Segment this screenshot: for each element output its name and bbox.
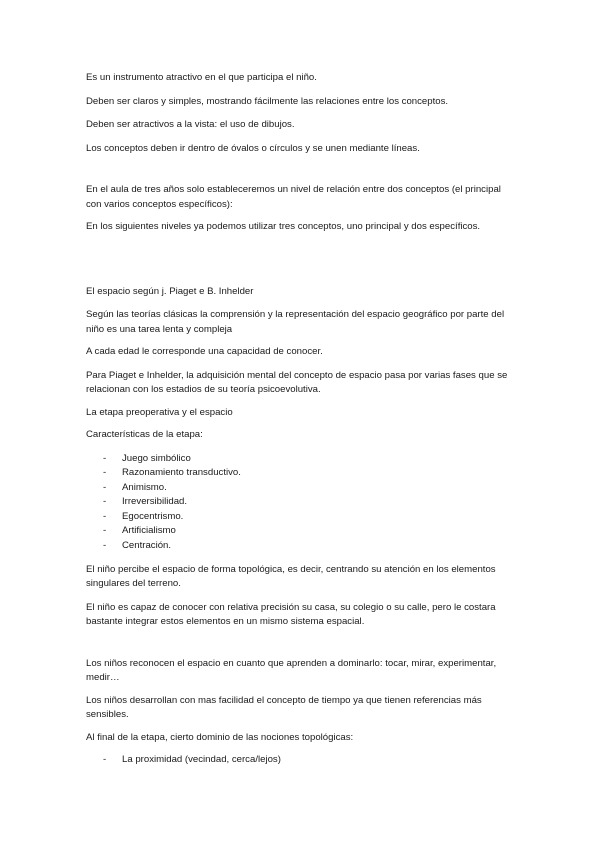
dash-bullet: - <box>103 525 107 537</box>
paragraph: Los conceptos deben ir dentro de óvalos o círculos y se unen mediante líneas. <box>86 142 420 154</box>
paragraph: En los siguientes niveles ya podemos utilizar tres conceptos, uno principal y dos específicos. <box>86 221 481 232</box>
dash-bullet: - <box>103 754 107 766</box>
paragraph: En el aula de tres años solo estableceremos un nivel de relación entre dos conceptos (el principal con varios conceptos específicos): <box>86 184 501 210</box>
dash-bullet: - <box>103 452 107 464</box>
paragraph: Características de la etapa: <box>86 429 203 440</box>
paragraph: Deben ser claros y simples, mostrando fácilmente las relaciones entre los conceptos. <box>86 95 449 107</box>
dash-bullet: - <box>103 510 107 522</box>
list-item: - Irreversibilidad. <box>86 495 516 510</box>
paragraph: Al final de la etapa, cierto dominio de las nociones topológicas: <box>86 731 354 743</box>
list-item: - Artificialismo <box>86 524 516 539</box>
list-item: - Centración. <box>86 539 516 554</box>
paragraph: Para Piaget e Inhelder, la adquisición mental del concepto de espacio pasa por varias fases que se relacionan con los estadios de su teoría psicoevolutiva. <box>86 369 508 395</box>
paragraph: Deben ser atractivos a la vista: el uso de dibujos. <box>86 119 295 130</box>
dash-bullet: - <box>103 540 107 552</box>
list-item: - La proximidad (vecindad, cerca/lejos) <box>86 753 516 768</box>
list-item: - Animismo. <box>86 481 516 496</box>
list-item: - Egocentrismo. <box>86 510 516 525</box>
paragraph: Los niños reconocen el espacio en cuanto que aprenden a dominarlo: tocar, mirar, experimentar, medir… <box>86 657 497 684</box>
dash-bullet: - <box>103 496 107 508</box>
document-body <box>86 71 516 768</box>
list-item: - Razonamiento transductivo. <box>86 466 516 481</box>
paragraph: Según las teorías clásicas la comprensión y la representación del espacio geográfico por parte del niño es una tarea lenta y compleja <box>86 309 505 335</box>
paragraph: A cada edad le corresponde una capacidad de conocer. <box>86 346 323 357</box>
dash-bullet: - <box>103 481 107 493</box>
dash-bullet: - <box>103 467 107 479</box>
paragraph: El niño percibe el espacio de forma topológica, es decir, centrando su atención en los elementos singulares del terreno. <box>86 563 496 590</box>
subheading: La etapa preoperativa y el espacio <box>86 406 233 418</box>
paragraph: Los niños desarrollan con mas facilidad el concepto de tiempo ya que tienen referencias más sensibles. <box>86 694 482 721</box>
paragraph: El niño es capaz de conocer con relativa precisión su casa, su colegio o su calle, pero le costara bastante integrar estos elementos en un mismo sistema espacial. <box>86 601 496 628</box>
section-heading: El espacio según j. Piaget e B. Inhelder <box>86 285 254 297</box>
characteristics-list <box>86 452 516 554</box>
list-item: - Juego simbólico <box>86 452 516 467</box>
paragraph: Es un instrumento atractivo en el que participa el niño. <box>86 72 317 83</box>
topological-notions-list <box>86 753 516 768</box>
